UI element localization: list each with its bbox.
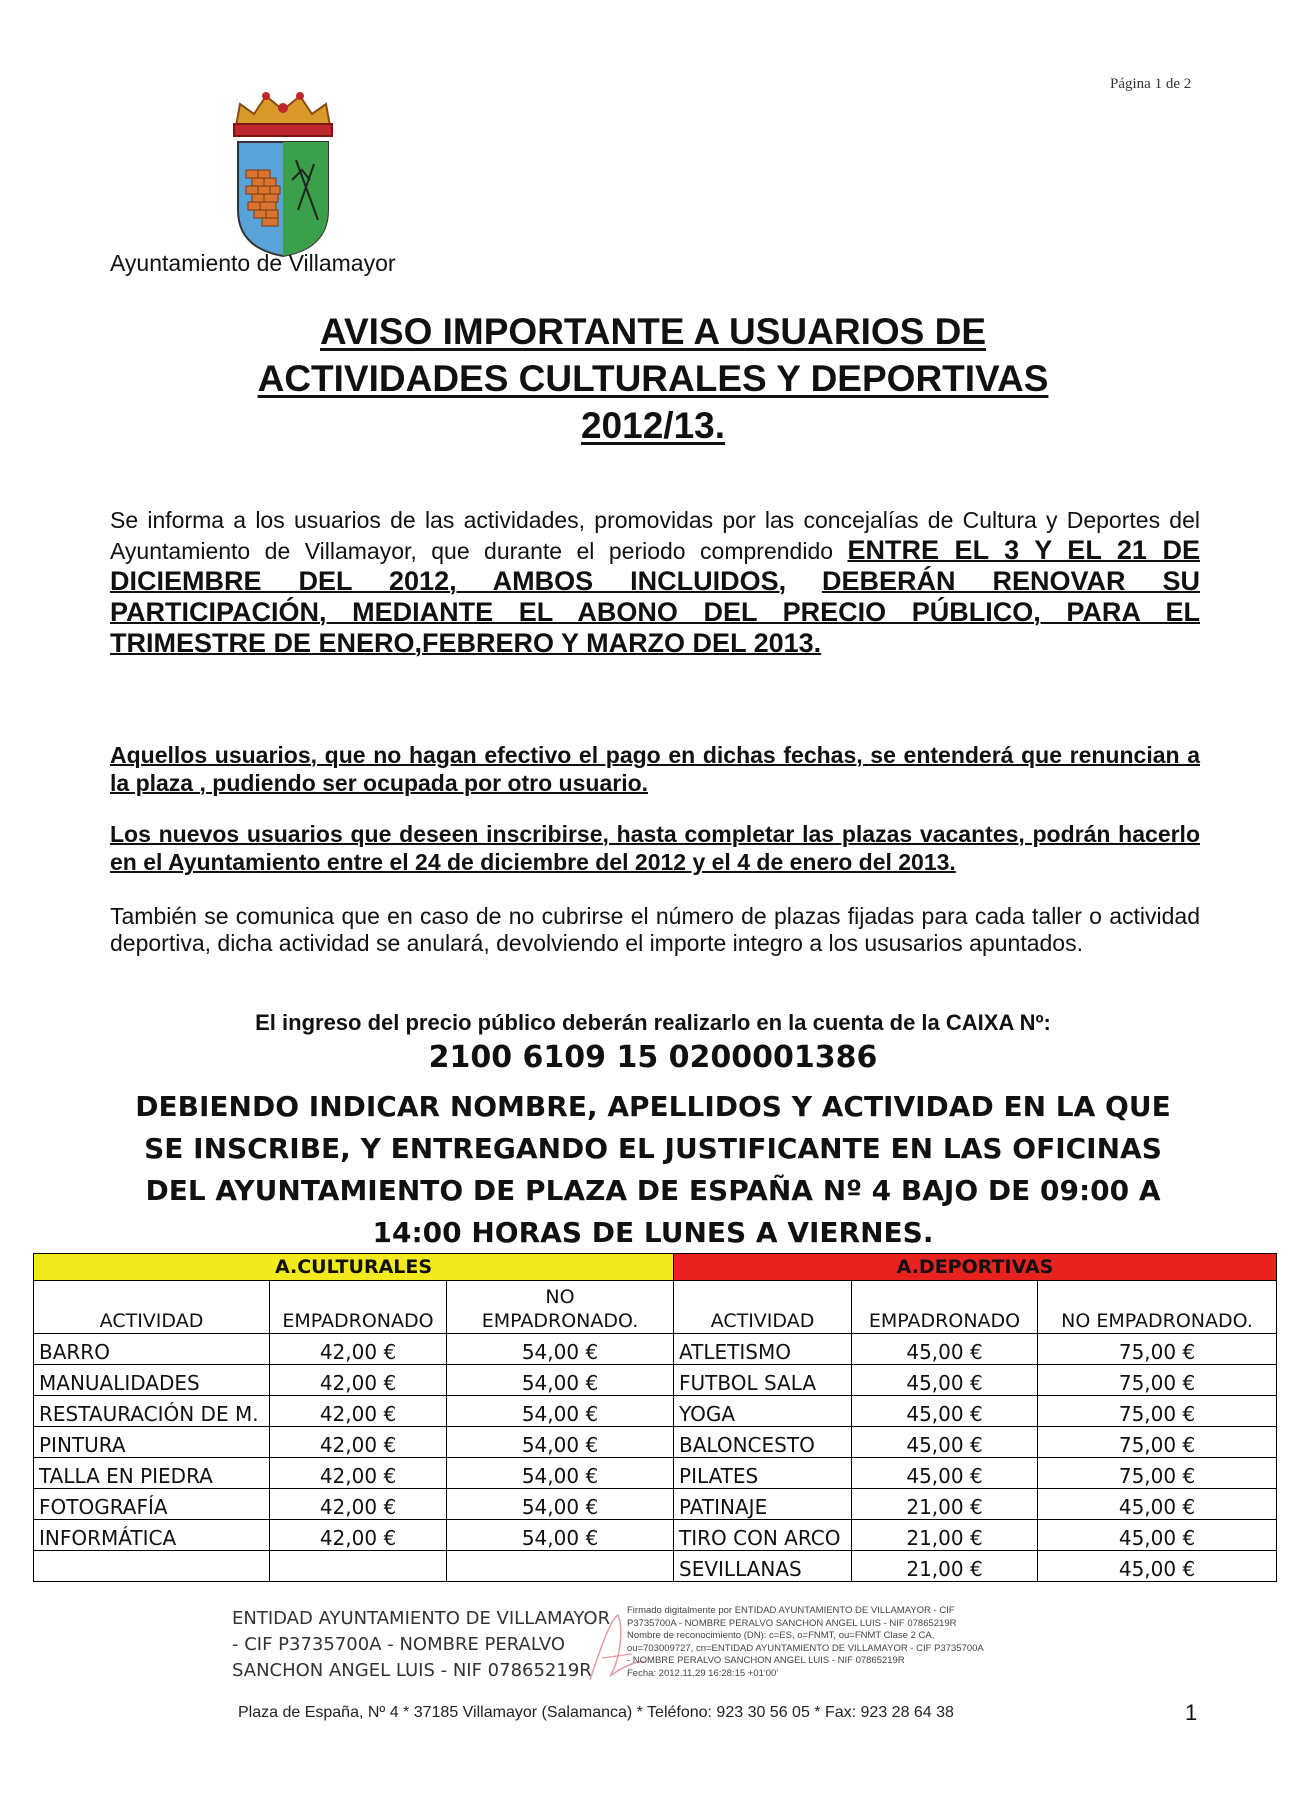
- cell: 45,00 €: [852, 1458, 1038, 1489]
- cell: 42,00 €: [270, 1489, 447, 1520]
- cancellation-paragraph: También se comunica que en caso de no cubrirse el número de plazas fijadas para cada taller o actividad deportiva, dicha actividad se anulará, devolviendo el importe integro a los ususarios apuntados.: [110, 903, 1200, 956]
- renewal-paragraph: [110, 505, 1200, 659]
- sports-activities-header: A.DEPORTIVAS: [674, 1254, 1277, 1281]
- cell: MANUALIDADES: [34, 1365, 270, 1396]
- cell: 21,00 €: [852, 1489, 1038, 1520]
- cell: YOGA: [674, 1396, 852, 1427]
- cell: 75,00 €: [1038, 1396, 1277, 1427]
- signature-detail-line: - NOMBRE PERALVO SANCHON ANGEL LUIS - NIF 07865219R: [627, 1655, 905, 1666]
- cell: 45,00 €: [852, 1396, 1038, 1427]
- cell: TIRO CON ARCO: [674, 1520, 852, 1551]
- column-header: EMPADRONADO: [852, 1281, 1038, 1334]
- cell: PATINAJE: [674, 1489, 852, 1520]
- cell: [270, 1551, 447, 1582]
- cell: 45,00 €: [852, 1334, 1038, 1365]
- cell: SEVILLANAS: [674, 1551, 852, 1582]
- signer-line: ENTIDAD AYUNTAMIENTO DE VILLAMAYOR: [232, 1608, 611, 1629]
- cell: 45,00 €: [1038, 1520, 1277, 1551]
- column-header: NO EMPADRONADO.: [1038, 1281, 1277, 1334]
- cell: 45,00 €: [852, 1365, 1038, 1396]
- cell: [447, 1551, 674, 1582]
- cell: 54,00 €: [447, 1334, 674, 1365]
- cell: 54,00 €: [447, 1365, 674, 1396]
- signer-line: - CIF P3735700A - NOMBRE PERALVO: [232, 1634, 566, 1655]
- page-indicator: Página 1 de 2: [1110, 76, 1192, 92]
- table-row: [34, 1396, 1277, 1427]
- cell: BALONCESTO: [674, 1427, 852, 1458]
- cell: 75,00 €: [1038, 1458, 1277, 1489]
- title-line-1: AVISO IMPORTANTE A USUARIOS DE: [319, 311, 987, 352]
- cell: BARRO: [34, 1334, 270, 1365]
- cell: 21,00 €: [852, 1520, 1038, 1551]
- payment-account-label: El ingreso del precio público deberán realizarlo en la cuenta de la CAIXA Nº:: [255, 1010, 1051, 1035]
- cell: FUTBOL SALA: [674, 1365, 852, 1396]
- municipal-crest-icon: [218, 90, 348, 260]
- cell: INFORMÁTICA: [34, 1520, 270, 1551]
- column-header: ACTIVIDAD: [674, 1281, 852, 1334]
- cell: 42,00 €: [270, 1396, 447, 1427]
- bank-account-number: 2100 6109 15 0200001386: [428, 1040, 878, 1075]
- renewal-dates: ENTRE EL 3 Y EL 21 DE DICIEMBRE DEL 2012, AMBOS INCLUIDOS,: [110, 535, 1200, 596]
- table-row: [34, 1365, 1277, 1396]
- renewal-intro: Se informa a los usuarios de las actividades, promovidas por las concejalías de Cultura y Deportes del Ayuntamiento de Villamayor, que durante el periodo comprendido: [110, 507, 1200, 564]
- cell: 21,00 €: [852, 1551, 1038, 1582]
- table-row: [34, 1458, 1277, 1489]
- table-row: [34, 1489, 1277, 1520]
- cell: 42,00 €: [270, 1334, 447, 1365]
- cell: 42,00 €: [270, 1365, 447, 1396]
- signature-detail-line: Firmado digitalmente por ENTIDAD AYUNTAMIENTO DE VILLAMAYOR - CIF: [627, 1605, 955, 1616]
- table-row: [34, 1551, 1277, 1582]
- cell: 42,00 €: [270, 1458, 447, 1489]
- signature-detail-line: Nombre de reconocimiento (DN): c=ES, o=FNMT, ou=FNMT Clase 2 CA,: [627, 1630, 935, 1641]
- cell: 54,00 €: [447, 1489, 674, 1520]
- cell: 45,00 €: [1038, 1489, 1277, 1520]
- signature-detail-line: ou=703009727, cn=ENTIDAD AYUNTAMIENTO DE VILLAMAYOR - CIF P3735700A: [627, 1642, 984, 1654]
- cell: 75,00 €: [1038, 1365, 1277, 1396]
- title-line-3: 2012/13.: [580, 405, 726, 446]
- organization-name: Ayuntamiento de Villamayor: [110, 250, 396, 276]
- cell: FOTOGRAFÍA: [34, 1489, 270, 1520]
- cell: 54,00 €: [447, 1427, 674, 1458]
- cell: PILATES: [674, 1458, 852, 1489]
- cell: 75,00 €: [1038, 1334, 1277, 1365]
- column-header: ACTIVIDAD: [34, 1281, 270, 1334]
- cell: 54,00 €: [447, 1520, 674, 1551]
- cell: ATLETISMO: [674, 1334, 852, 1365]
- cell: 45,00 €: [852, 1427, 1038, 1458]
- notice-title: [60, 308, 1246, 449]
- page-number: 1: [1185, 1700, 1198, 1725]
- digital-signature-details: [627, 1605, 1047, 1680]
- new-users-paragraph: Los nuevos usuarios que deseen inscribirse, hasta completar las plazas vacantes, podrán hacerlo en el Ayuntamiento entre el 24 de diciembre del 2012 y el 4 de enero del 2013.: [110, 821, 1200, 875]
- cell: 75,00 €: [1038, 1427, 1277, 1458]
- cell: 54,00 €: [447, 1396, 674, 1427]
- signature-detail-line: Fecha: 2012.11.29 16:28:15 +01'00': [627, 1667, 779, 1679]
- renewal-action: DEBERÁN RENOVAR SU PARTICIPACIÓN, MEDIANTE EL ABONO DEL PRECIO PÚBLICO, PARA EL TRIMESTRE DE ENERO,FEBRERO Y MARZO DEL 2013.: [110, 566, 1201, 658]
- signer-line: SANCHON ANGEL LUIS - NIF 07865219R: [232, 1660, 592, 1681]
- footer-address: Plaza de España, Nº 4 * 37185 Villamayor (Salamanca) * Teléfono: 923 30 56 05 * Fax: 923 28 64 38: [238, 1704, 954, 1721]
- cell: 42,00 €: [270, 1427, 447, 1458]
- table-row: [34, 1334, 1277, 1365]
- fees-table: [33, 1253, 1277, 1582]
- table-row: [34, 1520, 1277, 1551]
- cell: TALLA EN PIEDRA: [34, 1458, 270, 1489]
- cell: [34, 1551, 270, 1582]
- table-row: [34, 1427, 1277, 1458]
- payment-instructions: DEBIENDO INDICAR NOMBRE, APELLIDOS Y ACTIVIDAD EN LA QUE SE INSCRIBE, Y ENTREGANDO EL JUSTIFICANTE EN LAS OFICINAS DEL AYUNTAMIENTO DE PLAZA DE ESPAÑA Nº 4 BAJO DE 09:00 A 14:00 HORAS DE LUNES A VIERNES.: [135, 1090, 1171, 1249]
- non-payment-paragraph: Aquellos usuarios, que no hagan efectivo el pago en dichas fechas, se entenderá que renuncian a la plaza , pudiendo ser ocupada por otro usuario.: [110, 742, 1200, 796]
- cell: RESTAURACIÓN DE M.: [34, 1396, 270, 1427]
- title-line-2: ACTIVIDADES CULTURALES Y DEPORTIVAS: [257, 358, 1049, 399]
- column-header: NO EMPADRONADO.: [447, 1281, 674, 1334]
- cell: 54,00 €: [447, 1458, 674, 1489]
- signer-identity: [232, 1606, 610, 1684]
- signature-detail-line: P3735700A - NOMBRE PERALVO SANCHON ANGEL LUIS - NIF 07865219R: [627, 1617, 957, 1629]
- column-header: EMPADRONADO: [270, 1281, 447, 1334]
- cell: 42,00 €: [270, 1520, 447, 1551]
- cell: 45,00 €: [1038, 1551, 1277, 1582]
- cultural-activities-header: A.CULTURALES: [34, 1254, 674, 1281]
- cell: PINTURA: [34, 1427, 270, 1458]
